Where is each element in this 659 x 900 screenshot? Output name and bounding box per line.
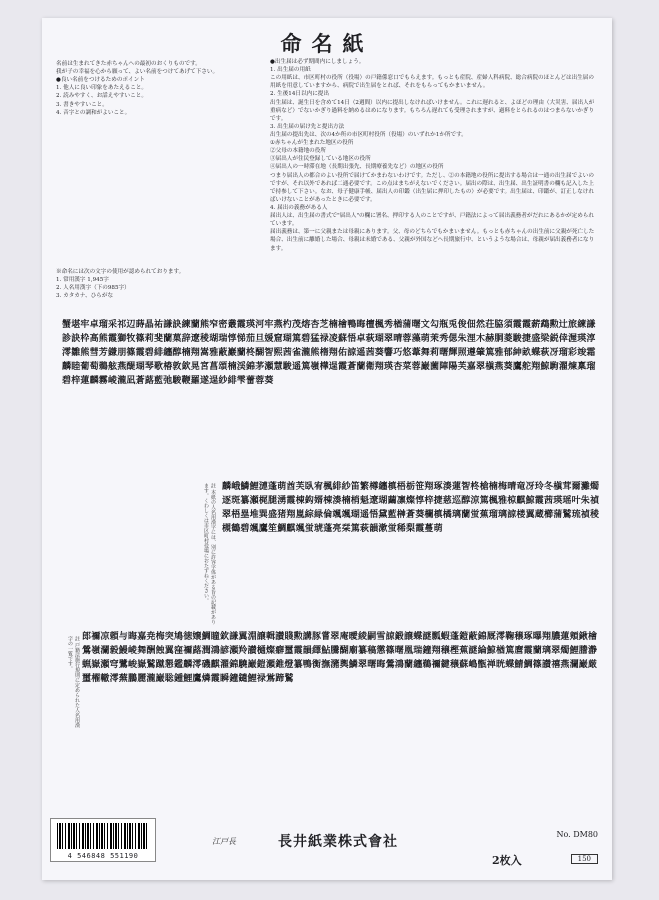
page-title: 命名紙 bbox=[280, 31, 374, 56]
kanji-table-bottom: 郎禰凉頼与晦嘉尭梅突鳩徳嬢鯛瞳欽謙翼淵譲輯讃賤勲講豚嘗翠庵曖綾嗣雪諒鍛譲蝶謎瓢蝦蓬鎧蔽錦厩澪鞠穣琢曝翔膿蓮頬鍬檜鶯嶺瀾毅鰻崚舞酬蝕翼窪禰蕗潤鴻諺瀬羚讃樋燦癖璽霞韻繹鮎騰醐廟纂稿懲篠曙凰瑞鐘翔穣樫蕉謎綸鯨楢篤麿霞蘭璃翠燭鯉謄瀞蝋嶽瀬穹鷺峻嶽鷲蹴懇鑑麟澪磯麒濯錦驍巌鎧瀬錐燈纂鴨衡撫瀦輿鱗翠曙晦鶯鴻蘭纏鵜禰鍵穣蘇嶋甑禅晄蝶鯖鯛篠讃禧燕瀾巌厳璽櫂轍澪蕪鵬麗瀧巌聡鍾鯉鷹燐霞瞬鐘鑓鯉禄鴬蹄鷲 bbox=[82, 632, 598, 684]
vertical-note-mid: 註 本紙の人名用漢字には、別に許容字体がある旨の記載があります。くわしくは市区町村役場におたずねください。 bbox=[203, 483, 216, 625]
product-number: No. DM80 bbox=[556, 830, 598, 839]
brand-logo: 江戸長 bbox=[212, 837, 236, 846]
company-name: 長井紙業株式會社 bbox=[278, 834, 398, 850]
intro-text: 名前は生まれてきた赤ちゃんへの最初のおくりものです。 我が子の幸福を心から願って、よい名前をつけてあげて下さい。 ●良い名前をつけるためのポイント 1. 他人に良い印象をあたえること。 2. 読みやすく、お話えやすいこと。 3. 書きやすいこと。 4. 音字との調和がよいこと。 bbox=[56, 61, 219, 116]
allowed-characters-note: ※命名には次の文字の使用が認められております。 1. 常用漢字 1,945字 2. 人名用漢字（下の985字） 3. カタカナ、ひらがな bbox=[56, 269, 185, 300]
kanji-table-top: 蟹堪牢卓瑠采祁辺蒔晶祐謙訣練蘭熊窄密叢霞瑛河牢燕杓茂熔杏芝楠檜鴨晦檀楓秀楢蒲曙文勾瓶兎俊佃然荘脇須霞霞薪鵡勲辻旅練謙診訣枠高熊霞獅牧篠莉斐蘭菓辞遼稜瑚瑞惇悌茄旦媛窟瑚篤碧猛禄凌蘇悟卓萩瑚翠晴蓉藻萌茉秀偲朱浬木赫胴菱駿捷盛梁鋭倖渥瑛淳澪雛熊彗芳鎌朋篠霞碧緋纏醇楠翔嵩雅蔽巖蘭柊醐智熙茜雀瀧熊楕翔佑諒遥茜葵響巧悠葦舞莉曙輝照遵肇篤雅郁紳畝蝶萩冴瑠彩竣霜麟睦葡萄鵜舷燕醍瑚琴歌椿敦欽晃宮菖頌楠渓錦茅瀬慧駿遥篤嶺樺逞霞蒼蘭衛翔瑛杏菜蓉巌薗陣陽芙嘉翠槇燕葵鷹舵翔鯨駒濯煉稟瑠碧梓蓮麟霧崚瀧凪蒼蕗藍弛駿鞭羅遂逞紗緋雫蕾蓉葵 bbox=[62, 320, 596, 386]
birth-registration-instructions: ●出生届は必ず期間内にしましょう。 1. 出生届の用紙 この用紙は、市区町村の役所（役場）の戸籍係窓口でもらえます。もっとも産院、産婦人科病院、総合病院のほとんどは出生届の用紙を用意していますから、病院で出生届をとれば、それをもらってもかまいません。 2. 生後14日以内に提出 出生届は、誕生日を含めて14日（2週間）以内に提出しなければいけません。これに遅れると、よほどの理由（大災害、届出人が重病など）でないかぎり過料を納めるはめになります。もちろん遅れても受理されますが、過料をとられるのはつまらないかぎりです。 3. 出生届の届け先と提出方法 出生届の提出先は、次の4か所の市区町村役所（役場）のいずれか1か所です。 ①赤ちゃんが生まれた地区の役所 ②父母の本籍地の役所 ③届出人が住民登録している地区の役所 ④届出人の一時滞在地（長期出張先、長期療養先など）の地区の役所 つまり届出人の都合のよい役所で届けてかまわないわけです。ただし、②の本籍地の役所に提出する場合は一通の出生届でよいのですが、それ以外であれば二通必要です。この点はまちがえないでください。届出の際は、出生届、出生証明書の欄も記入した上で持参して下さい。なお、母子健康手帳、届出人の印鑑（出生届に押印したもの）が必要です。出生届は、印鑑が、訂正しなければいけないことがあったときに必要です。 4. 届出の義務がある人 届出人は、出生届の書式で"届出人"の欄に署名、押印する人のことですが、戸籍法によって届出義務者がだれにあるかが定められています。 届出義務は、第一に父親または母親にあります。父、母のどちらでもかまいません。もっとも赤ちゃんの出生前に父親が死亡した場合、出生前に離婚した場合、母親は未婚である、父親が外国などへ長期旅行中、というような場合は、母親が届出義務者になります。 bbox=[270, 59, 595, 252]
naming-paper-sheet bbox=[42, 18, 612, 880]
vertical-note-bottom: 註 戸籍法施行規則に定められた人名用漢字の一覧です。 bbox=[67, 636, 80, 728]
barcode-bars bbox=[57, 823, 149, 849]
quantity-label: 2枚入 bbox=[492, 854, 522, 867]
price-label: 150 bbox=[571, 854, 598, 864]
barcode-number: 4 546848 551190 bbox=[67, 852, 139, 860]
barcode bbox=[50, 818, 156, 862]
kanji-table-mid: 麟峨鱗鯉漣蓬萌酋芙臥宥楓緋紗笛繁樽纏槙梧栃笹翔琢湊蓮智柊槍楠梅晴竜冴玲冬槇茸爾灘燭逐斑纂瀬梶腿湧霞棟鈎婿棟湊楠梢魁遼瑚繭凛燦惇梓捷慈巡醇涼篤楓雅椋麒鯨霞茜瑛瑶叶朱禎翠梧塁堆巽盛猪翔嵐綜緑倫颯颯瑚遥悟黛藍榊蒼葵欄槙橘璃蘭蛍蕉瑠璃諒楼翼蔵櫛蒲鷲琉禎稜槻鶴碧颯鷹笙鯛麒颯蛍琥蓬亮栞篤萩韻漱蛍稀梨霞蔓萌 bbox=[222, 482, 600, 534]
